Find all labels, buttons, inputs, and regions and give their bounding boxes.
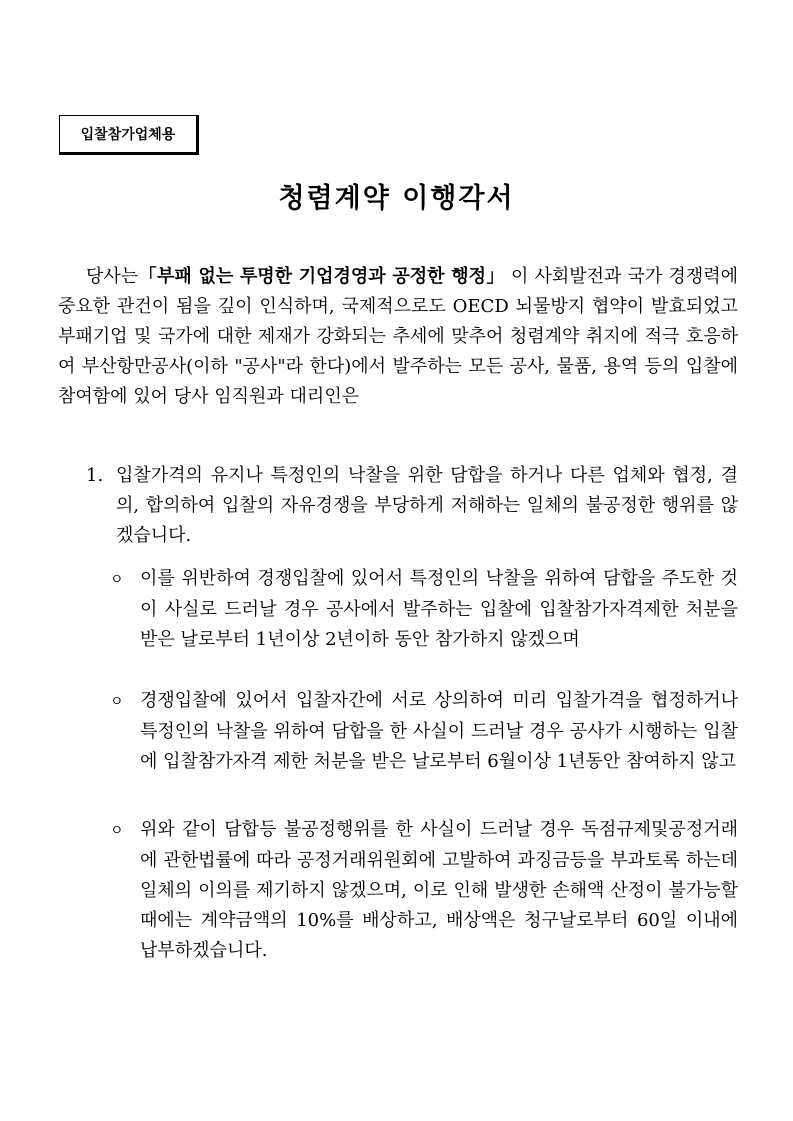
circle-bullet-icon: ㅇ (110, 823, 124, 839)
sub-clause-1 (58, 564, 738, 655)
clause-text: 입찰가격의 유지나 특정인의 낙찰을 위한 담합을 하거나 다른 업체와 협정, 결의, 합의하여 입찰의 자유경쟁을 부당하게 저해하는 일체의 불공정한 행위를 않겠습니다. (116, 465, 738, 546)
sub-clause-text: 위와 같이 담합등 불공정행위를 한 사실이 드러날 경우 독점규제및공정거래에 관한법률에 따라 공정거래위원회에 고발하여 과징금등을 부과토록 하는데 일체의 이의를 제기하지 않겠으며, 이로 인해 발생한 손해액 산정이 불가능할 때에는 계약금액의 10%를 배상하고, 배상액은 청구날로부터 60일 이내에 납부하겠습니다. (140, 819, 738, 961)
sub-clause-3 (58, 815, 738, 966)
page-title: 청렴계약 이행각서 (278, 183, 515, 214)
intro-paragraph (58, 262, 738, 412)
intro-after: 이 사회발전과 국가 경쟁력에 중요한 관건이 됨을 깊이 인식하며, 국제적으로도 OECD 뇌물방지 협약이 발효되었고 부패기업 및 국가에 대한 제재가 강화되는 추세에 맞추어 청렴계약 취지에 적극 호응하여 부산항만공사(이하 "공사"라 한다)에서 발주하는 모든 공사, 물품, 용역 등의 입찰에 참여함에 있어 당사 임직원과 대리인은 (58, 266, 738, 407)
intro-emphasis: 「부패 없는 투명한 기업경영과 공정한 행정」 (138, 266, 505, 287)
sub-clause-text: 경쟁입찰에 있어서 입찰자간에 서로 상의하여 미리 입찰가격을 협정하거나 특정인의 낙찰을 위하여 담합을 한 사실이 드러날 경우 공사가 시행하는 입찰에 입찰참가자격 제한 처분을 받은 날로부터 6월이상 1년동안 참여하지 않고 (140, 690, 738, 772)
sub-clause-text: 이를 위반하여 경쟁입찰에 있어서 특정인의 낙찰을 위하여 담합을 주도한 것이 사실로 드러날 경우 공사에서 발주하는 입찰에 입찰참가자격제한 처분을 받은 날로부터 1년이상 2년이하 동안 참가하지 않겠으며 (140, 568, 738, 650)
circle-bullet-icon: ㅇ (110, 694, 124, 710)
clause-item-1 (58, 461, 738, 551)
clause-number: 1. (86, 465, 104, 486)
document-tag: 입찰참가업체용 (59, 115, 199, 155)
sub-clause-2 (58, 686, 738, 777)
intro-before: 당사는 (86, 266, 139, 287)
circle-bullet-icon: ㅇ (110, 572, 124, 588)
